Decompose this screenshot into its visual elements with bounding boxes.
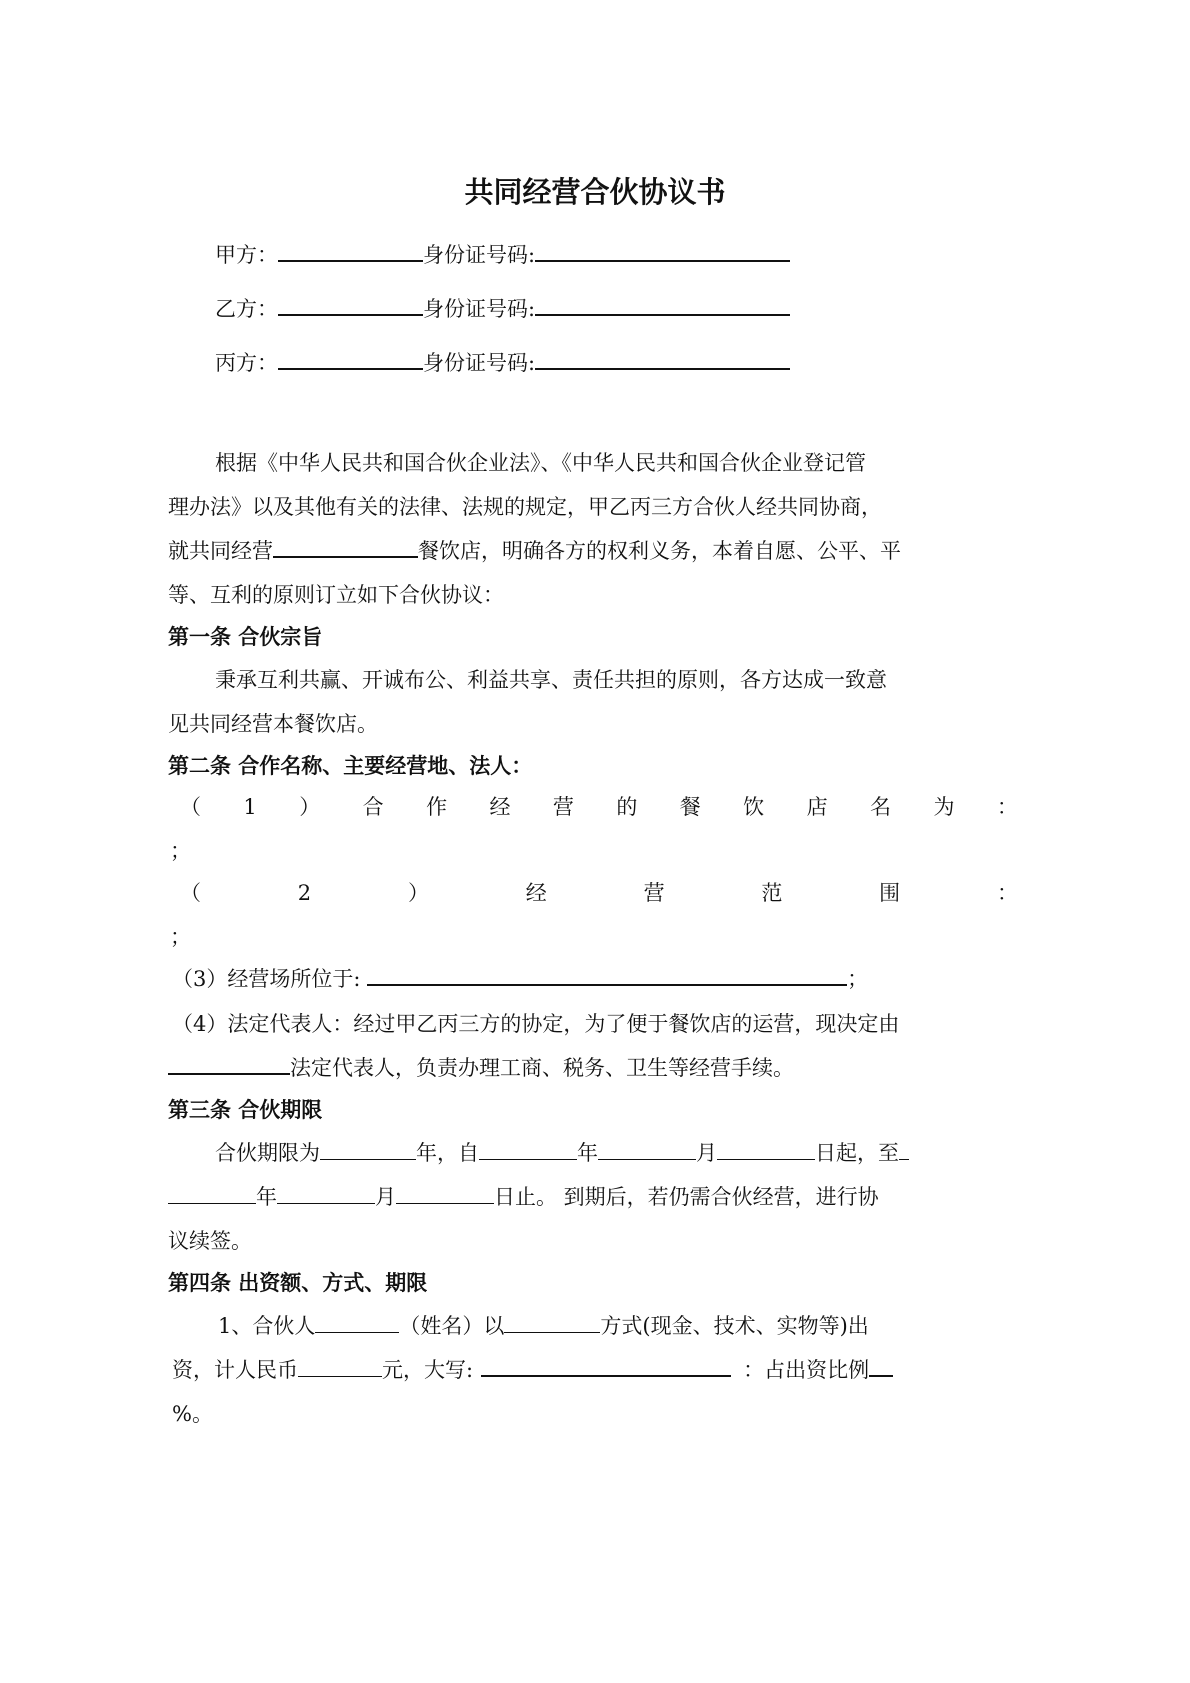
item-2-char: ： — [996, 881, 1018, 905]
share-ratio-blank[interactable] — [869, 1357, 893, 1377]
item-3-end: ； — [847, 967, 869, 991]
article-4-line-2 — [172, 1355, 893, 1385]
article-2-item-4-line-2 — [168, 1053, 794, 1083]
intro-line-3-end: 餐饮店，明确各方的权利义务，本着自愿、公平、平 — [418, 539, 901, 563]
start-day-label: 日起，至 — [815, 1141, 899, 1165]
party-c-row — [215, 348, 790, 378]
share-ratio-label: ：占出资比例 — [743, 1358, 870, 1382]
end-month-blank[interactable] — [277, 1185, 375, 1204]
article-1-heading: 第一条 合伙宗旨 — [168, 625, 323, 649]
item-4-line-2-text: 法定代表人，负责办理工商、税务、卫生等经营手续。 — [290, 1056, 794, 1080]
party-a-id-blank[interactable] — [535, 242, 790, 262]
start-day-blank[interactable] — [717, 1141, 815, 1160]
item-3-label: （3）经营场所位于: — [172, 967, 368, 991]
end-month-label: 月 — [375, 1185, 396, 1209]
item-1-char: 作 — [426, 795, 448, 819]
article-2-heading: 第二条 合作名称、主要经营地、法人： — [168, 754, 533, 778]
item-1-char: 名 — [870, 795, 892, 819]
item-1-char: 餐 — [679, 795, 701, 819]
party-c-name-blank[interactable] — [278, 350, 423, 370]
party-a-label: 甲方： — [215, 243, 278, 267]
item-1-char: （ — [180, 795, 201, 819]
end-year-blank-start[interactable] — [899, 1141, 909, 1160]
amount-words-label: 元，大写: — [382, 1358, 474, 1382]
business-location-blank[interactable] — [367, 966, 847, 986]
article-2-item-1-end: ； — [170, 839, 191, 863]
party-c-id-blank[interactable] — [535, 350, 790, 370]
party-b-label: 乙方： — [215, 297, 278, 321]
end-day-blank[interactable] — [396, 1185, 494, 1204]
partner-name-blank[interactable] — [315, 1314, 399, 1333]
end-year-blank[interactable] — [168, 1185, 256, 1204]
article-4-line-1 — [218, 1311, 869, 1341]
contribution-method-blank[interactable] — [504, 1314, 600, 1333]
item-1-char: ） — [299, 795, 321, 819]
item-1-char: 营 — [552, 795, 574, 819]
start-year-label: 年 — [577, 1141, 598, 1165]
start-month-label: 月 — [696, 1141, 717, 1165]
article-1-line-1: 秉承互利共赢、开诚布公、利益共享、责任共担的原则，各方达成一致意 — [215, 668, 887, 692]
term-label: 合伙期限为 — [215, 1141, 320, 1165]
item-1-char: 合 — [362, 795, 384, 819]
amount-label: 资，计人民币 — [172, 1358, 298, 1382]
term-from-label: 年，自 — [416, 1141, 479, 1165]
item-2-char: （ — [180, 881, 201, 905]
item-1-char: 为 — [933, 795, 955, 819]
intro-line-1: 根据《中华人民共和国合伙企业法》、《中华人民共和国合伙企业登记管 — [215, 451, 866, 475]
party-b-row — [215, 294, 790, 324]
start-year-blank[interactable] — [479, 1141, 577, 1160]
intro-line-3-start: 就共同经营 — [168, 539, 273, 563]
legal-representative-blank[interactable] — [168, 1055, 290, 1075]
item-1-char: 店 — [806, 795, 828, 819]
article-2-item-3 — [172, 964, 868, 994]
contribution-method-label: 方式(现金、技术、实物等)出 — [600, 1314, 869, 1338]
intro-line-4: 等、互利的原则订立如下合伙协议： — [168, 583, 504, 607]
article-4-line-3: %。 — [172, 1402, 213, 1426]
amount-words-blank[interactable] — [481, 1357, 731, 1377]
partner-label: 1、合伙人 — [218, 1314, 316, 1338]
item-1-char: 1 — [243, 795, 257, 819]
end-year-label: 年 — [256, 1185, 277, 1209]
article-3-line-2 — [168, 1182, 879, 1212]
item-2-char: 经 — [525, 881, 547, 905]
item-1-char: 饮 — [743, 795, 765, 819]
intro-line-2: 理办法》以及其他有关的法律、法规的规定，甲乙丙三方合伙人经共同协商， — [168, 495, 882, 519]
end-day-label: 日止。 到期后，若仍需合伙经营，进行协 — [494, 1185, 879, 1209]
item-2-char: 范 — [761, 881, 783, 905]
article-1-line-2: 见共同经营本餐饮店。 — [168, 712, 378, 736]
article-4-heading: 第四条 出资额、方式、期限 — [168, 1271, 428, 1295]
partner-name-suffix: （姓名）以 — [399, 1314, 505, 1338]
article-3-line-3: 议续签。 — [168, 1229, 252, 1253]
party-b-id-label: 身份证号码: — [423, 297, 536, 321]
party-a-row — [215, 240, 790, 270]
party-a-name-blank[interactable] — [278, 242, 423, 262]
start-month-blank[interactable] — [598, 1141, 696, 1160]
party-b-id-blank[interactable] — [535, 296, 790, 316]
party-b-name-blank[interactable] — [278, 296, 423, 316]
party-c-label: 丙方： — [215, 351, 278, 375]
amount-blank[interactable] — [298, 1358, 382, 1377]
item-1-char: ： — [996, 795, 1018, 819]
party-a-id-label: 身份证号码: — [423, 243, 536, 267]
party-c-id-label: 身份证号码: — [423, 351, 536, 375]
intro-line-3 — [168, 536, 901, 566]
item-2-char: 围 — [879, 881, 901, 905]
article-2-item-2 — [180, 878, 1018, 908]
article-3-line-1 — [215, 1138, 909, 1168]
item-2-char: 营 — [643, 881, 665, 905]
article-3-heading: 第三条 合伙期限 — [168, 1098, 323, 1122]
article-2-item-2-end: ； — [170, 925, 191, 949]
term-years-blank[interactable] — [320, 1141, 416, 1160]
item-2-char: ） — [407, 881, 429, 905]
item-1-char: 经 — [489, 795, 511, 819]
item-1-char: 的 — [616, 795, 638, 819]
document-title: 共同经营合伙协议书 — [464, 175, 726, 209]
restaurant-name-blank[interactable] — [273, 538, 418, 558]
item-2-char: 2 — [297, 881, 312, 905]
article-2-item-1 — [180, 792, 1018, 822]
article-2-item-4-line-1: （4）法定代表人：经过甲乙丙三方的协定，为了便于餐饮店的运营，现决定由 — [172, 1012, 900, 1036]
